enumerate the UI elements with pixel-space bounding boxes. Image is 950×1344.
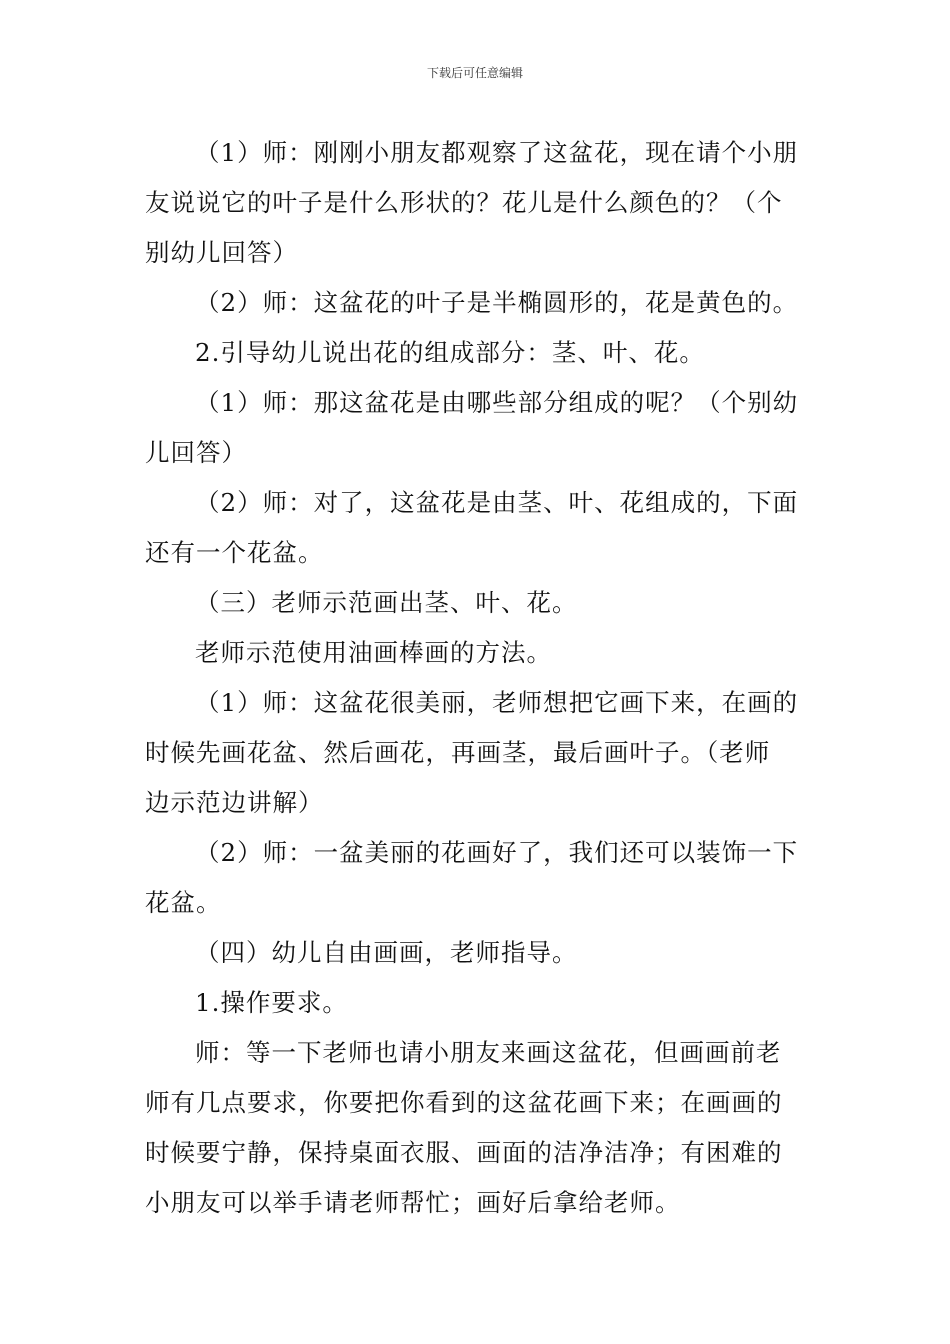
text-line: 师：等一下老师也请小朋友来画这盆花，但画画前老 xyxy=(195,1038,782,1067)
text-line: （三）老师示范画出茎、叶、花。 xyxy=(195,588,578,617)
text-line: 小朋友可以举手请老师帮忙；画好后拿给老师。 xyxy=(145,1188,681,1217)
text-line: 友说说它的叶子是什么形状的？花儿是什么颜色的？（个 xyxy=(145,188,783,217)
text-line: 儿回答） xyxy=(145,438,247,467)
paragraph xyxy=(145,128,805,278)
text-line: （1）师：这盆花很美丽，老师想把它画下来，在画的 xyxy=(195,688,799,717)
paragraph xyxy=(145,578,805,628)
text-line: 2.引导幼儿说出花的组成部分：茎、叶、花。 xyxy=(195,338,705,367)
paragraph xyxy=(145,828,805,928)
text-line: 时候先画花盆、然后画花，再画茎，最后画叶子。（老师 xyxy=(145,738,771,767)
text-line: 老师示范使用油画棒画的方法。 xyxy=(195,638,552,667)
text-line: （1）师：刚刚小朋友都观察了这盆花，现在请个小朋 xyxy=(195,138,799,167)
text-line: （2）师：对了，这盆花是由茎、叶、花组成的，下面 xyxy=(195,488,799,517)
document-body xyxy=(145,128,805,1228)
text-line: 花盆。 xyxy=(145,888,222,917)
text-line: （四）幼儿自由画画，老师指导。 xyxy=(195,938,578,967)
text-line: （2）师：一盆美丽的花画好了，我们还可以装饰一下 xyxy=(195,838,799,867)
text-line: 1.操作要求。 xyxy=(195,988,348,1017)
paragraph xyxy=(145,978,805,1028)
page-header: 下载后可任意编辑 xyxy=(426,66,523,80)
paragraph xyxy=(145,278,805,328)
paragraph xyxy=(145,328,805,378)
paragraph xyxy=(145,628,805,678)
text-line: 师有几点要求，你要把你看到的这盆花画下来；在画画的 xyxy=(145,1088,783,1117)
text-line: 边示范边讲解） xyxy=(145,788,324,817)
text-line: 还有一个花盆。 xyxy=(145,538,324,567)
text-line: （2）师：这盆花的叶子是半椭圆形的，花是黄色的。 xyxy=(195,288,799,317)
paragraph xyxy=(145,928,805,978)
text-line: （1）师：那这盆花是由哪些部分组成的呢？（个别幼 xyxy=(195,388,799,417)
text-line: 时候要宁静，保持桌面衣服、画面的洁净洁净；有困难的 xyxy=(145,1138,783,1167)
paragraph xyxy=(145,378,805,478)
paragraph xyxy=(145,678,805,828)
text-line: 别幼儿回答） xyxy=(145,238,298,267)
paragraph xyxy=(145,478,805,578)
paragraph xyxy=(145,1028,805,1228)
